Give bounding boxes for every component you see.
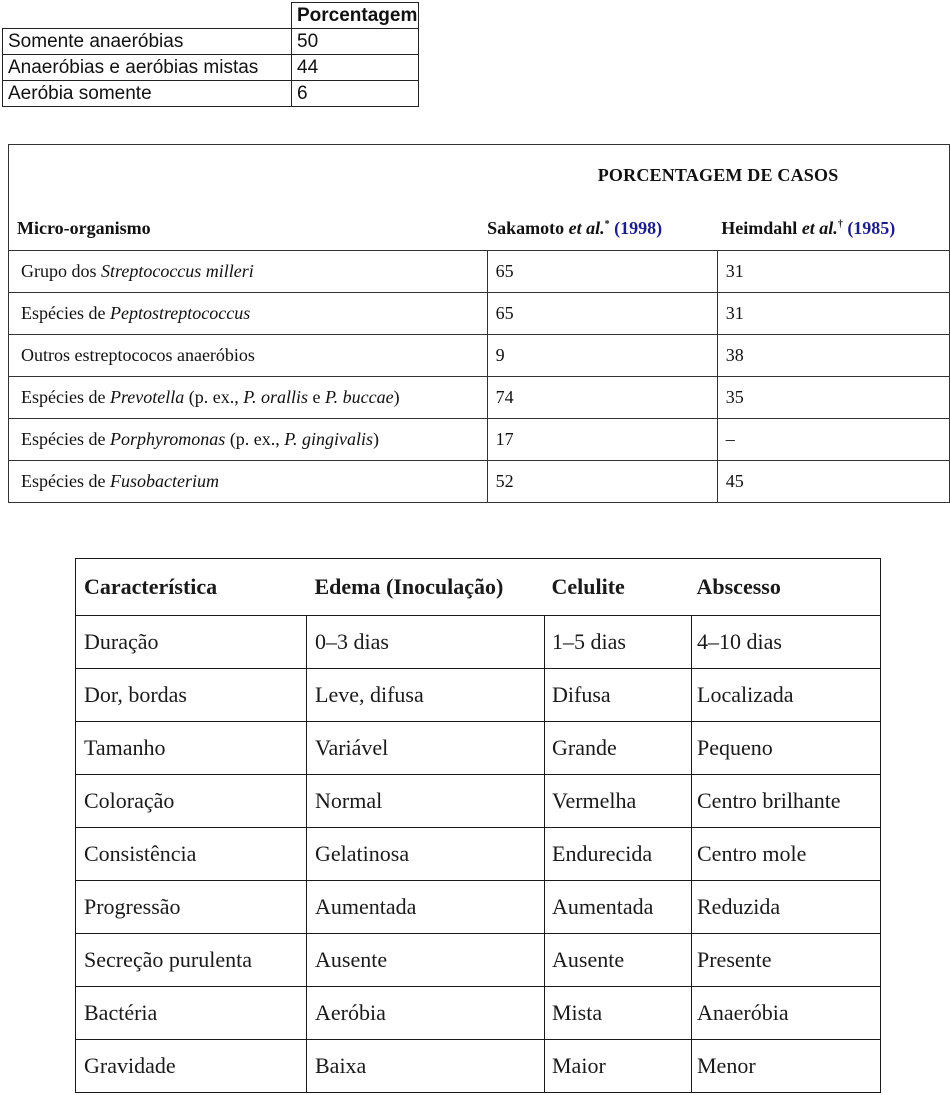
sakamoto-value: 52 (487, 461, 717, 503)
table-row (9, 377, 950, 419)
table-row (3, 81, 419, 107)
abscess-cell: Centro brilhante (692, 775, 881, 828)
abscess-cell: Menor (692, 1040, 881, 1093)
table-header-row (9, 206, 950, 251)
heimdahl-value: – (717, 419, 949, 461)
table-row (9, 461, 950, 503)
organism-cell (9, 335, 488, 377)
characteristic-cell: Dor, bordas (76, 669, 307, 722)
organism-text: Outros estreptococos anaeróbios (21, 345, 255, 365)
row-value: 50 (292, 29, 419, 55)
edema-column-header: Edema (Inoculação) (307, 559, 545, 616)
table-title-row (9, 145, 950, 207)
organism-text: Espécies de (21, 387, 110, 407)
infection-stage-table (75, 558, 881, 1093)
abscess-cell: Reduzida (692, 881, 881, 934)
edema-cell: Leve, difusa (307, 669, 545, 722)
empty-header-cell (3, 3, 292, 29)
heimdahl-value: 45 (717, 461, 949, 503)
sakamoto-value: 17 (487, 419, 717, 461)
organism-cell (9, 377, 488, 419)
percentage-header: Porcentagem (292, 3, 419, 29)
heimdahl-etal: et al. (797, 217, 838, 238)
organism-genus: Peptostreptococcus (109, 303, 251, 323)
organism-text: Espécies de (21, 429, 110, 449)
microorganism-rows (9, 251, 950, 503)
abscess-cell: Presente (692, 934, 881, 987)
table-row (3, 55, 419, 81)
edema-cell: Aeróbia (307, 987, 545, 1040)
edema-cell: 0–3 dias (307, 616, 545, 669)
organism-text: Espécies de (21, 471, 110, 491)
table-row (9, 251, 950, 293)
table-row (76, 1040, 881, 1093)
organism-text: (p. ex., (225, 429, 285, 449)
organism-text: (p. ex., (184, 387, 244, 407)
cellulitis-cell: Mista (545, 987, 692, 1040)
table-header-row (3, 3, 419, 29)
table-row (76, 616, 881, 669)
heimdahl-footnote-mark: † (837, 218, 843, 230)
heimdahl-value: 31 (717, 293, 949, 335)
organism-cell (9, 419, 488, 461)
cellulitis-cell: Vermelha (545, 775, 692, 828)
sakamoto-value: 65 (487, 293, 717, 335)
abscess-cell: 4–10 dias (692, 616, 881, 669)
organism-cell (9, 251, 488, 293)
cellulitis-cell: Maior (545, 1040, 692, 1093)
organism-genus: Fusobacterium (109, 471, 219, 491)
table-row (76, 775, 881, 828)
sakamoto-column-header (487, 206, 717, 251)
row-label: Somente anaeróbias (3, 29, 292, 55)
empty-title-cell (9, 145, 488, 207)
organism-column-header: Micro-organismo (9, 206, 488, 251)
edema-cell: Gelatinosa (307, 828, 545, 881)
organism-cell (9, 461, 488, 503)
sakamoto-footnote-mark: * (604, 218, 610, 230)
table-row (76, 722, 881, 775)
sakamoto-author: Sakamoto (487, 217, 565, 238)
cases-percentage-title: PORCENTAGEM DE CASOS (487, 145, 949, 207)
organism-cell (9, 293, 488, 335)
organism-text: Grupo dos (21, 261, 101, 281)
table-row (9, 293, 950, 335)
edema-cell: Variável (307, 722, 545, 775)
table-row (76, 881, 881, 934)
organism-species: P. gingivalis (284, 429, 373, 449)
percentage-table (2, 2, 419, 107)
row-value: 44 (292, 55, 419, 81)
edema-cell: Aumentada (307, 881, 545, 934)
organism-species: P. orallis (243, 387, 308, 407)
characteristic-cell: Bactéria (76, 987, 307, 1040)
heimdahl-author: Heimdahl (721, 217, 798, 238)
microorganism-table (8, 144, 950, 503)
row-label: Aeróbia somente (3, 81, 292, 107)
abscess-cell: Localizada (692, 669, 881, 722)
characteristic-cell: Progressão (76, 881, 307, 934)
cellulitis-cell: Grande (545, 722, 692, 775)
characteristic-cell: Coloração (76, 775, 307, 828)
heimdahl-value: 38 (717, 335, 949, 377)
heimdahl-column-header (717, 206, 949, 251)
abscess-column-header: Abscesso (692, 559, 881, 616)
sakamoto-value: 9 (487, 335, 717, 377)
organism-genus: Prevotella (109, 387, 185, 407)
organism-text: ) (393, 387, 400, 407)
row-label: Anaeróbias e aeróbias mistas (3, 55, 292, 81)
table-header-row (76, 559, 881, 616)
cellulitis-column-header: Celulite (545, 559, 692, 616)
organism-genus: Streptococcus milleri (101, 261, 254, 281)
characteristic-cell: Secreção purulenta (76, 934, 307, 987)
heimdahl-year: (1985) (842, 217, 896, 238)
characteristic-cell: Consistência (76, 828, 307, 881)
characteristic-cell: Duração (76, 616, 307, 669)
table-row (76, 934, 881, 987)
cellulitis-cell: Difusa (545, 669, 692, 722)
heimdahl-value: 35 (717, 377, 949, 419)
organism-species: P. buccae (324, 387, 394, 407)
characteristic-cell: Tamanho (76, 722, 307, 775)
edema-cell: Normal (307, 775, 545, 828)
cellulitis-cell: Aumentada (545, 881, 692, 934)
table-row (76, 828, 881, 881)
sakamoto-value: 65 (487, 251, 717, 293)
characteristic-cell: Gravidade (76, 1040, 307, 1093)
organism-text: ) (372, 429, 379, 449)
heimdahl-value: 31 (717, 251, 949, 293)
organism-text: e (307, 387, 325, 407)
abscess-cell: Centro mole (692, 828, 881, 881)
organism-text: Espécies de (21, 303, 110, 323)
cellulitis-cell: 1–5 dias (545, 616, 692, 669)
characteristic-column-header: Característica (76, 559, 307, 616)
abscess-cell: Anaeróbia (692, 987, 881, 1040)
row-value: 6 (292, 81, 419, 107)
table-row (9, 335, 950, 377)
cellulitis-cell: Ausente (545, 934, 692, 987)
table-row (76, 987, 881, 1040)
cellulitis-cell: Endurecida (545, 828, 692, 881)
edema-cell: Ausente (307, 934, 545, 987)
sakamoto-value: 74 (487, 377, 717, 419)
characteristic-rows (76, 616, 881, 1093)
table-row (76, 669, 881, 722)
edema-cell: Baixa (307, 1040, 545, 1093)
sakamoto-etal: et al. (564, 217, 605, 238)
organism-genus: Porphyromonas (109, 429, 226, 449)
sakamoto-year: (1998) (609, 217, 663, 238)
abscess-cell: Pequeno (692, 722, 881, 775)
table-row (9, 419, 950, 461)
table-row (3, 29, 419, 55)
